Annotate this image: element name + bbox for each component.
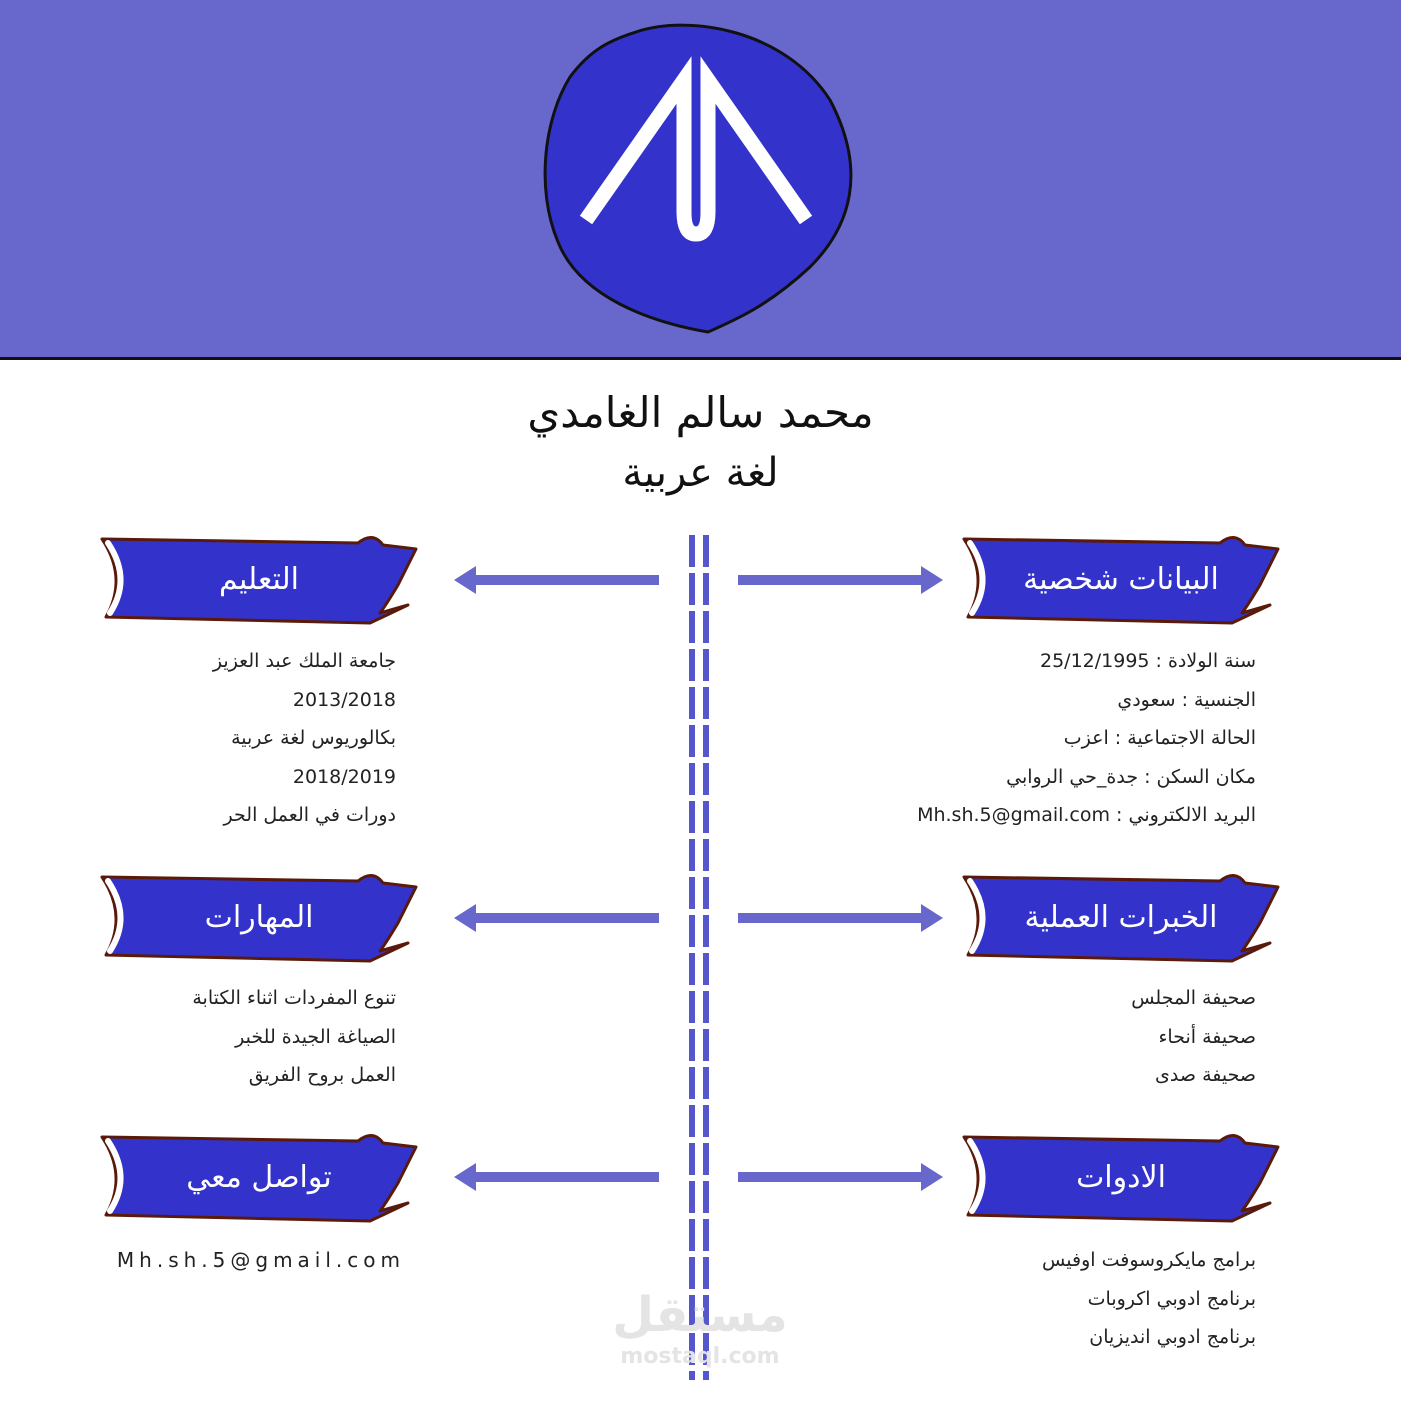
- personal-info-list: [860, 642, 1256, 835]
- list-item: جامعة الملك عبد العزيز: [212, 650, 396, 672]
- section-banner-tools: [960, 1131, 1282, 1223]
- list-item: صحيفة صدى: [1155, 1064, 1256, 1086]
- list-item: الجنسية : سعودي: [1117, 688, 1256, 711]
- list-item: تنوع المفردات اثناء الكتابة: [192, 987, 396, 1009]
- arrow-right-icon: [738, 1161, 943, 1193]
- list-item: صحيفة المجلس: [1131, 987, 1256, 1009]
- list-item: 2013/2018: [292, 688, 396, 711]
- section-banner-education: [98, 533, 420, 625]
- section-banner-personal: [960, 533, 1282, 625]
- person-name: محمد سالم الغامدي: [527, 388, 874, 437]
- contact-email[interactable]: Mh.sh.5@gmail.com: [116, 1248, 405, 1272]
- section-title: التعليم: [219, 561, 299, 597]
- arrow-right-icon: [738, 564, 943, 596]
- skills-list: [100, 979, 396, 1095]
- list-item: العمل بروح الفريق: [248, 1064, 396, 1086]
- section-title: المهارات: [204, 899, 314, 935]
- section-title: تواصل معي: [186, 1159, 332, 1195]
- section-title: البيانات شخصية: [1023, 561, 1219, 597]
- list-item: دورات في العمل الحر: [223, 804, 396, 826]
- tools-list: [960, 1241, 1256, 1357]
- arrow-left-icon: [454, 902, 659, 934]
- section-banner-contact: [98, 1131, 420, 1223]
- header-band: [0, 0, 1401, 360]
- section-title: الادوات: [1076, 1159, 1166, 1195]
- arrow-left-icon: [454, 564, 659, 596]
- arrow-right-icon: [738, 902, 943, 934]
- monogram-logo-icon: [540, 22, 860, 334]
- list-item: صحيفة أنحاء: [1158, 1025, 1256, 1048]
- section-banner-skills: [98, 871, 420, 963]
- list-item: 2018/2019: [292, 765, 396, 788]
- experience-list: [960, 979, 1256, 1095]
- list-item: سنة الولادة : 25/12/1995: [1039, 650, 1256, 672]
- watermark-url: mostaql.com: [620, 1344, 780, 1369]
- section-banner-experience: [960, 871, 1282, 963]
- list-item: برنامج ادوبي انديزيان: [1089, 1326, 1256, 1348]
- arrow-left-icon: [454, 1161, 659, 1193]
- watermark-logo: مستقل: [612, 1287, 788, 1343]
- center-timeline: [684, 535, 714, 1380]
- list-item: برامج مايكروسوفت اوفيس: [1042, 1249, 1256, 1271]
- list-item: مكان السكن : جدة_حي الروابي: [1006, 765, 1256, 788]
- person-title: لغة عربية: [622, 450, 779, 496]
- education-list: [100, 642, 396, 835]
- list-item: البريد الالكتروني : Mh.sh.5@gmail.com: [917, 804, 1256, 826]
- section-title: الخبرات العملية: [1024, 899, 1218, 935]
- list-item: الصياغة الجيدة للخبر: [235, 1025, 396, 1048]
- list-item: برنامج ادوبي اكروبات: [1087, 1287, 1256, 1310]
- list-item: بكالوريوس لغة عربية: [231, 727, 396, 749]
- list-item: الحالة الاجتماعية : اعزب: [1063, 727, 1256, 749]
